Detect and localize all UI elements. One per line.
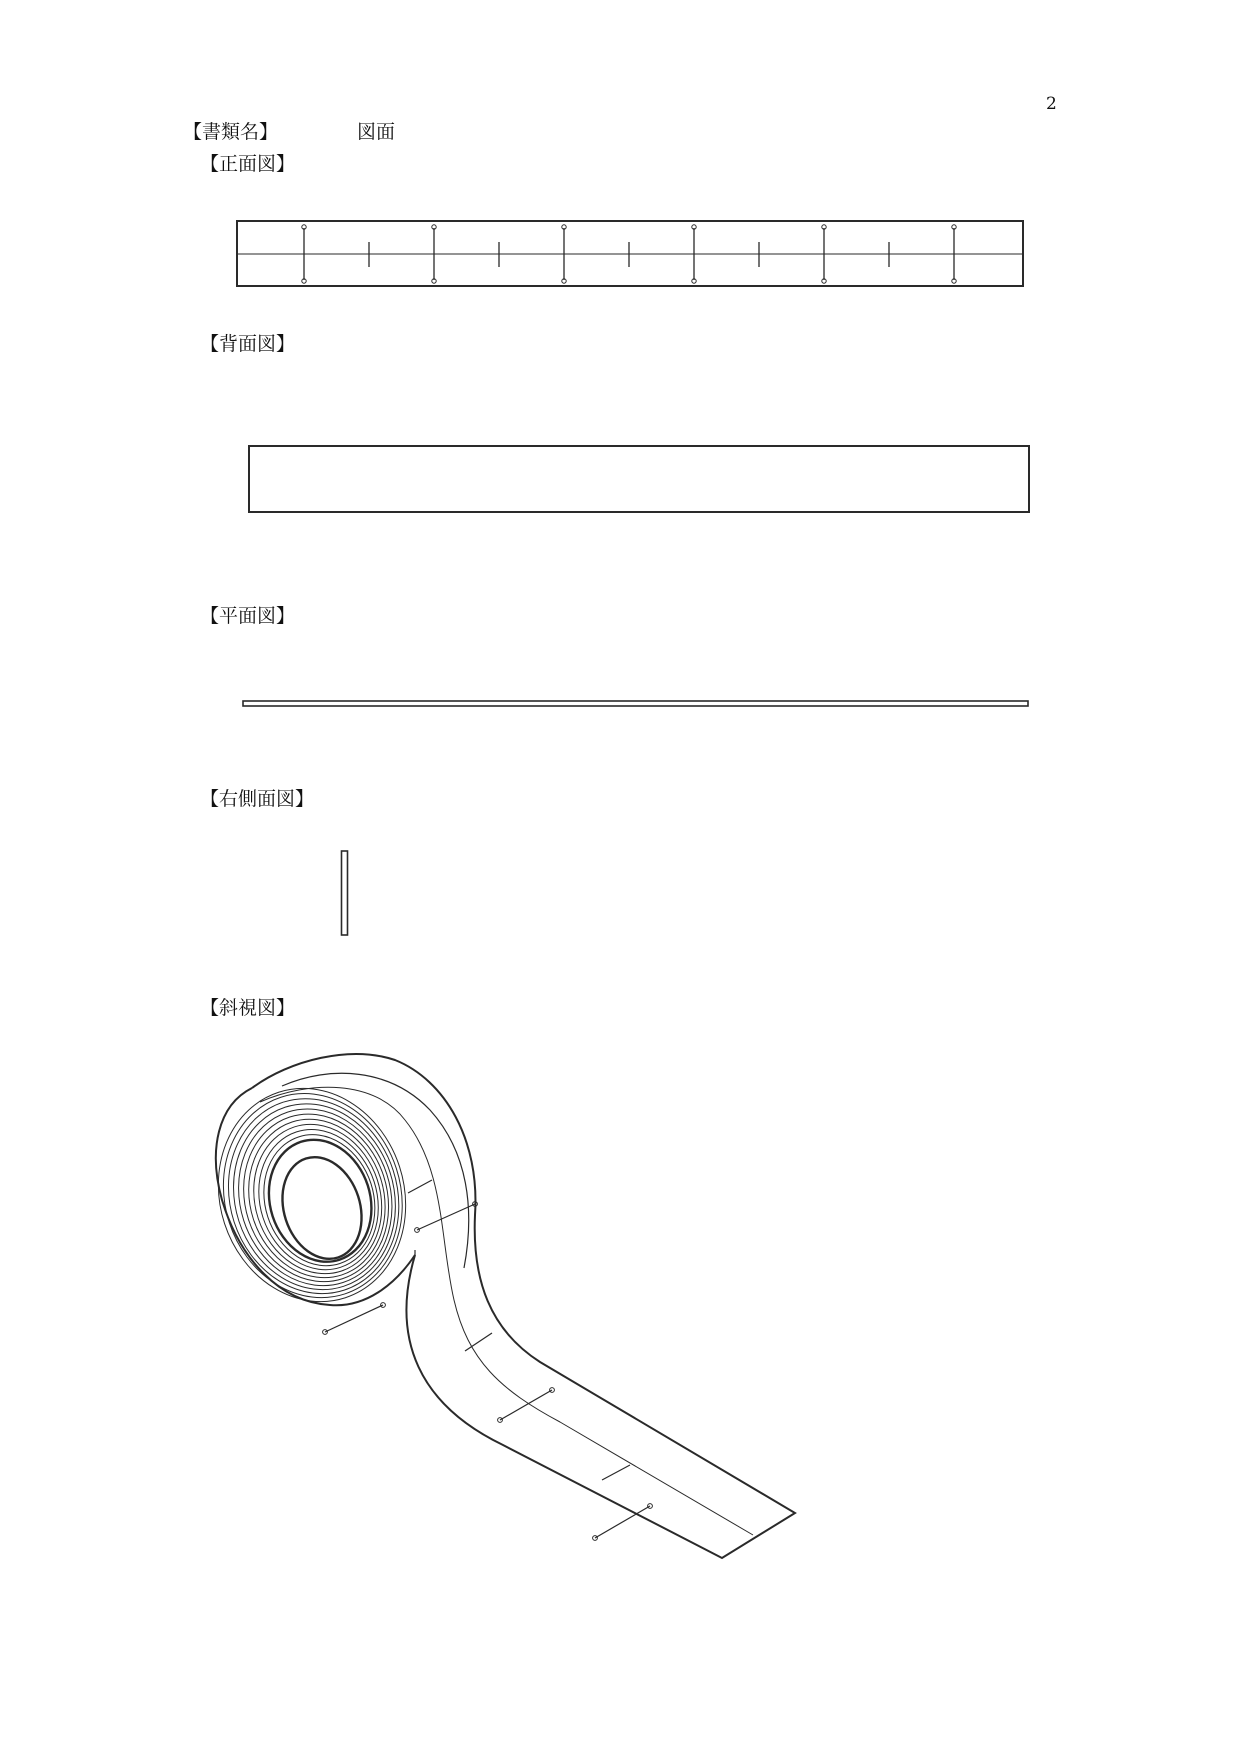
page-number: 2 <box>1046 94 1057 114</box>
roll-layer-ring <box>204 1076 424 1316</box>
right-side-view-title: 【右側面図】 <box>200 788 315 810</box>
document-label: 【書類名】 <box>183 121 279 143</box>
back-view-title: 【背面図】 <box>200 333 296 355</box>
roll-layer-ring <box>191 1064 433 1326</box>
document-value: 図面 <box>357 121 396 143</box>
top-view-drawing <box>242 700 1032 710</box>
perspective-long-mark <box>325 1305 383 1332</box>
top-view-title: 【平面図】 <box>200 605 296 627</box>
back-view-drawing <box>248 445 1032 515</box>
right-side-view-drawing <box>340 850 352 940</box>
perspective-long-mark <box>500 1390 552 1420</box>
perspective-view-title: 【斜視図】 <box>200 997 296 1019</box>
perspective-long-mark <box>595 1506 650 1538</box>
perspective-short-mark <box>408 1180 432 1193</box>
perspective-short-mark <box>602 1465 630 1480</box>
perspective-view-drawing <box>200 1040 820 1580</box>
front-view-title: 【正面図】 <box>200 153 296 175</box>
front-view-drawing <box>236 220 1026 290</box>
perspective-long-mark <box>417 1204 475 1230</box>
